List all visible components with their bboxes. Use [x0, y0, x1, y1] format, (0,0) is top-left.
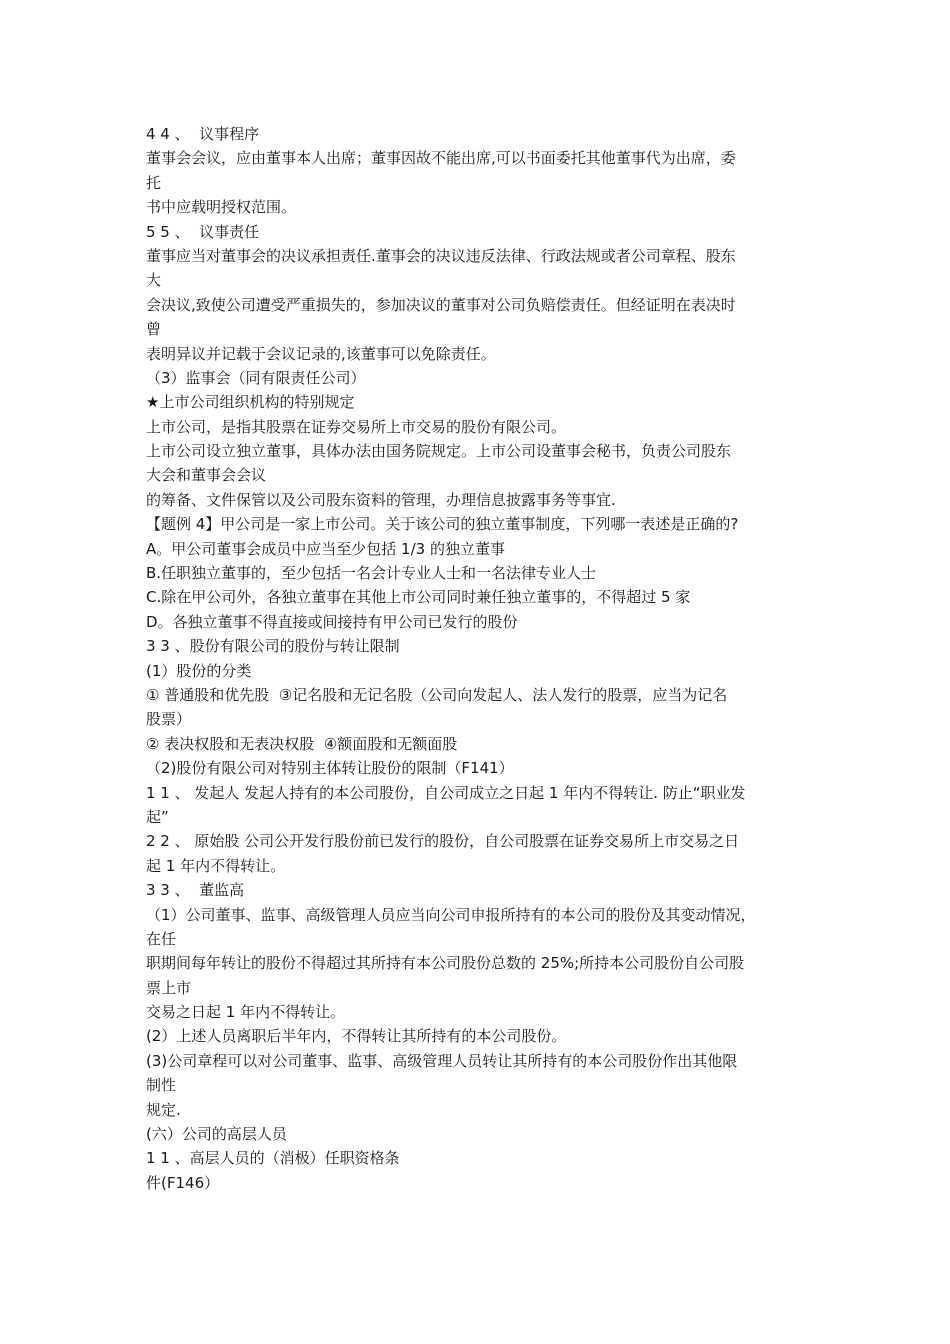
text-line: 制性 [146, 1076, 177, 1095]
text-line: 1 1 、 发起人 发起人持有的本公司股份，自公司成立之日起 1 年内不得转让. 防止“职业发 [146, 783, 746, 802]
text-line: 书中应载明授权范围。 [146, 198, 297, 217]
text-line: 交易之日起 1 年内不得转让。 [146, 1003, 346, 1022]
text-line: 2 2 、 原始股 公司公开发行股份前已发行的股份，自公司股票在证券交易所上市交易之日 [146, 832, 740, 851]
text-line: 3 3 、股份有限公司的股份与转让限制 [146, 637, 400, 656]
document-body [146, 122, 826, 1195]
text-line: 5 5 、 议事责任 [146, 222, 260, 241]
text-line: 上市公司，是指其股票在证券交易所上市交易的股份有限公司。 [146, 417, 567, 436]
text-line: 起 1 年内不得转让。 [146, 856, 286, 875]
text-line: B.任职独立董事的，至少包括一名会计专业人士和一名法律专业人士 [146, 564, 597, 583]
text-line: ★上市公司组织机构的特别规定 [146, 393, 355, 412]
text-line: （2)股份有限公司对特别主体转让股份的限制（F141） [146, 759, 514, 778]
text-line: 表明异议并记载于会议记录的,该董事可以免除责任。 [146, 344, 496, 363]
text-line: 起” [146, 807, 169, 826]
text-line: 董事应当对董事会的决议承担责任.董事会的决议违反法律、行政法规或者公司章程、股东 [146, 246, 736, 265]
text-line: 规定. [146, 1100, 181, 1119]
text-line: 件(F146） [146, 1173, 220, 1192]
text-line: D。各独立董事不得直接或间接持有甲公司已发行的股份 [146, 612, 518, 631]
text-line: （3）监事会（同有限责任公司） [146, 368, 366, 387]
text-line: 托 [146, 173, 162, 192]
text-line: 大 [146, 271, 162, 290]
text-line: (3)公司章程可以对公司董事、监事、高级管理人员转让其所持有的本公司股份作出其他限 [146, 1051, 738, 1070]
text-line: 【题例 4】甲公司是一家上市公司。关于该公司的独立董事制度，下列哪一表述是正确的? [146, 515, 739, 534]
text-line: A。甲公司董事会成员中应当至少包括 1/3 的独立董事 [146, 539, 505, 558]
text-line: 职期间每年转让的股份不得超过其所持有本公司股份总数的 25%;所持本公司股份自公司股 [146, 954, 745, 973]
text-line: 大会和董事会会议 [146, 466, 267, 485]
text-line: C.除在甲公司外，各独立董事在其他上市公司同时兼任独立董事的，不得超过 5 家 [146, 588, 691, 607]
text-line: 4 4 、 议事程序 [146, 125, 260, 143]
text-line: ① 普通股和优先股 ③记名股和无记名股（公司向发起人、法人发行的股票，应当为记名 [146, 685, 728, 704]
text-line: （1）公司董事、监事、高级管理人员应当向公司申报所持有的本公司的股份及其变动情况， [146, 905, 756, 924]
text-line: 3 3 、 董监高 [146, 881, 245, 900]
text-line: 会决议,致使公司遭受严重损失的，参加决议的董事对公司负赔偿责任。但经证明在表决时 [146, 295, 736, 314]
text-line: 上市公司设立独立董事，具体办法由国务院规定。上市公司设董事会秘书，负责公司股东 [146, 442, 732, 461]
text-line: 的筹备、文件保管以及公司股东资料的管理，办理信息披露事务等事宜. [146, 490, 616, 509]
text-line: (1）股份的分类 [146, 661, 252, 680]
text-line: (2）上述人员离职后半年内，不得转让其所持有的本公司股份。 [146, 1027, 567, 1046]
text-line: 票上市 [146, 978, 192, 997]
text-line: 股票） [146, 710, 192, 729]
text-line: 董事会会议，应由董事本人出席；董事因故不能出席,可以书面委托其他董事代为出席，委 [146, 149, 736, 168]
text-line: 曾 [146, 320, 162, 339]
text-line: 在任 [146, 929, 177, 948]
text-line: 1 1 、高层人员的（消极）任职资格条 [146, 1149, 400, 1168]
text-line: ② 表决权股和无表决权股 ④额面股和无额面股 [146, 734, 458, 753]
text-line: (六）公司的高层人员 [146, 1125, 287, 1144]
